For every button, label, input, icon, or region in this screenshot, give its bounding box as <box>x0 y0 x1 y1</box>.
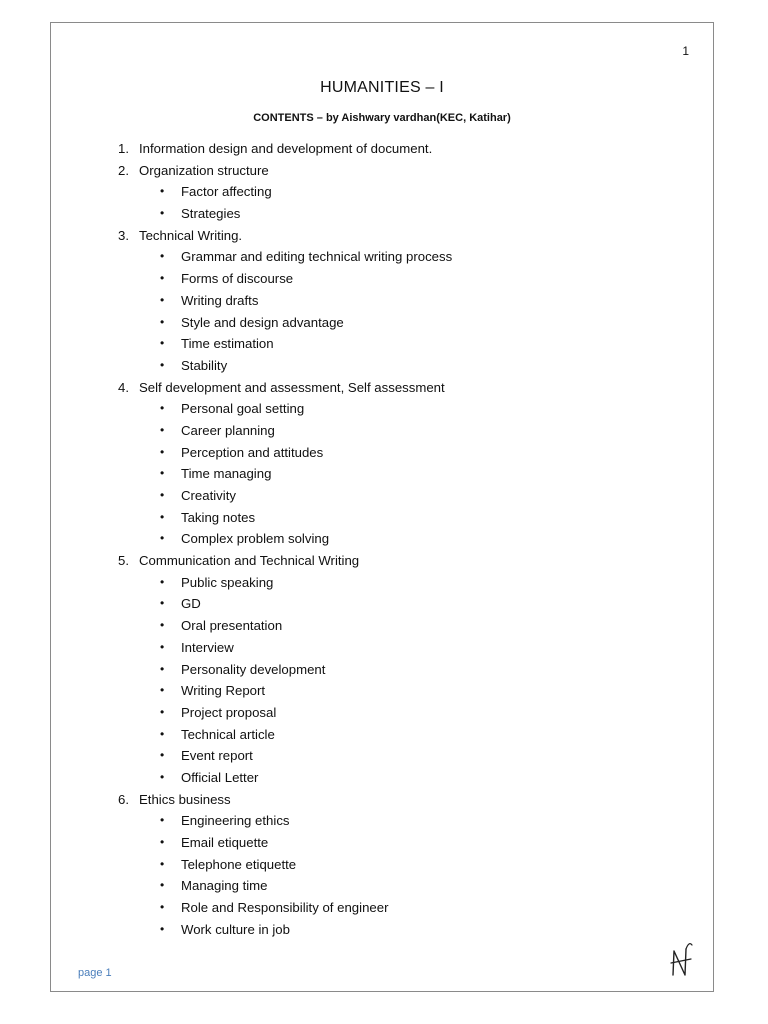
bullet-icon: • <box>160 314 165 329</box>
bullet-icon: • <box>160 509 165 524</box>
bullet-icon: • <box>160 401 165 416</box>
contents-subitem <box>51 724 713 746</box>
contents-subitem-text: Technical article <box>181 726 275 742</box>
footer-page-label: page 1 <box>78 967 112 979</box>
contents-subitem <box>51 181 713 203</box>
contents-subitem-text: Perception and attitudes <box>181 444 324 460</box>
contents-subitem-text: Factor affecting <box>181 184 272 200</box>
contents-subitem <box>51 637 713 659</box>
contents-item <box>51 789 713 811</box>
contents-subitem <box>51 312 713 334</box>
contents-subitem <box>51 572 713 594</box>
contents-subitem-text: Personal goal setting <box>181 401 305 417</box>
contents-subitem <box>51 832 713 854</box>
contents-subitem-text: GD <box>181 596 201 612</box>
bullet-icon: • <box>160 422 165 437</box>
contents-item-title: Communication and Technical Writing <box>139 553 360 569</box>
contents-subitem-text: Taking notes <box>181 509 256 525</box>
contents-subitem <box>51 745 713 767</box>
contents-subitem-text: Stability <box>181 357 228 373</box>
bullet-icon: • <box>160 748 165 763</box>
contents-subitem-text: Time estimation <box>181 336 274 352</box>
document-page <box>50 22 714 992</box>
contents-subitem-text: Engineering ethics <box>181 813 290 829</box>
bullet-icon: • <box>160 292 165 307</box>
document-subtitle: CONTENTS – by Aishwary vardhan(KEC, Katihar) <box>253 112 511 124</box>
bullet-icon: • <box>160 704 165 719</box>
contents-subitem-text: Personality development <box>181 661 326 677</box>
contents-subitem <box>51 268 713 290</box>
contents-item-number: 5. <box>118 553 129 569</box>
contents-subitem-text: Writing drafts <box>181 292 259 308</box>
contents-subitem <box>51 875 713 897</box>
contents-subitem <box>51 897 713 919</box>
contents-item-number: 1. <box>118 141 129 156</box>
contents-subitem <box>51 485 713 507</box>
contents-subitem <box>51 420 713 442</box>
contents-subitem <box>51 680 713 702</box>
bullet-icon: • <box>160 878 165 893</box>
handwritten-signature <box>669 939 695 979</box>
contents-item <box>51 225 713 247</box>
contents-item-title: Technical Writing. <box>139 227 243 243</box>
contents-item-number: 4. <box>118 379 129 395</box>
contents-subitem <box>51 246 713 268</box>
contents-subitem <box>51 528 713 550</box>
contents-subitem-text: Project proposal <box>181 704 277 720</box>
bullet-icon: • <box>160 661 165 676</box>
contents-subitem <box>51 442 713 464</box>
contents-subitem <box>51 854 713 876</box>
contents-subitem-text: Time managing <box>181 466 272 482</box>
contents-subitem-text: Managing time <box>181 878 268 894</box>
contents-subitem-text: Email etiquette <box>181 835 269 850</box>
contents-item-title: Organization structure <box>139 162 269 178</box>
contents-subitem <box>51 615 713 637</box>
contents-subitem-text: Event report <box>181 748 253 764</box>
contents-subitem-text: Role and Responsibility of engineer <box>181 900 389 916</box>
bullet-icon: • <box>160 683 165 698</box>
contents-subitem-text: Oral presentation <box>181 618 283 634</box>
contents-subitem-text: Public speaking <box>181 574 274 590</box>
bullet-icon: • <box>160 574 165 589</box>
contents-item-number: 3. <box>118 227 129 243</box>
bullet-icon: • <box>160 336 165 351</box>
document-title: HUMANITIES – I <box>320 79 444 96</box>
contents-subitem <box>51 919 713 941</box>
bullet-icon: • <box>160 184 165 199</box>
contents-subitem-text: Official Letter <box>181 769 259 785</box>
contents-subitem-text: Creativity <box>181 488 236 503</box>
bullet-icon: • <box>160 618 165 633</box>
contents-subitem <box>51 593 713 615</box>
page-number: 1 <box>682 44 689 58</box>
bullet-icon: • <box>160 900 165 915</box>
bullet-icon: • <box>160 271 165 286</box>
contents-subitem-text: Telephone etiquette <box>181 856 297 872</box>
contents-subitem-text: Writing Report <box>181 683 266 699</box>
bullet-icon: • <box>160 466 165 481</box>
contents-subitem <box>51 333 713 355</box>
bullet-icon: • <box>160 531 165 546</box>
contents-subitem-text: Grammar and editing technical writing process <box>181 249 453 265</box>
bullet-icon: • <box>160 357 165 372</box>
contents-subitem-text: Complex problem solving <box>181 531 330 547</box>
contents-subitem <box>51 659 713 681</box>
contents-subitem-text: Interview <box>181 639 234 655</box>
contents-subitem <box>51 355 713 377</box>
bullet-icon: • <box>160 596 165 611</box>
bullet-icon: • <box>160 249 165 264</box>
contents-item-title: Self development and assessment, Self assessment <box>139 379 445 395</box>
bullet-icon: • <box>160 856 165 871</box>
contents-subitem <box>51 810 713 832</box>
contents-subitem-text: Career planning <box>181 422 275 438</box>
contents-subitem <box>51 463 713 485</box>
contents-item-number: 6. <box>118 791 129 807</box>
bullet-icon: • <box>160 921 165 936</box>
contents-item <box>51 160 713 182</box>
bullet-icon: • <box>160 769 165 784</box>
contents-item-number: 2. <box>118 162 129 178</box>
contents-subitem-text: Style and design advantage <box>181 314 344 330</box>
bullet-icon: • <box>160 813 165 828</box>
bullet-icon: • <box>160 835 165 849</box>
contents-subitem-text: Work culture in job <box>181 921 290 937</box>
contents-list <box>51 138 713 940</box>
contents-subitem <box>51 398 713 420</box>
bullet-icon: • <box>160 726 165 741</box>
contents-item <box>51 550 713 572</box>
bullet-icon: • <box>160 206 165 221</box>
contents-subitem <box>51 203 713 225</box>
contents-item <box>51 377 713 399</box>
contents-subitem <box>51 702 713 724</box>
contents-subitem-text: Forms of discourse <box>181 271 294 287</box>
contents-subitem <box>51 290 713 312</box>
contents-item-title: Information design and development of document. <box>139 141 433 156</box>
contents-subitem <box>51 767 713 789</box>
bullet-icon: • <box>160 488 165 502</box>
bullet-icon: • <box>160 444 165 459</box>
contents-item <box>51 138 713 160</box>
contents-item-title: Ethics business <box>139 791 231 807</box>
contents-subitem-text: Strategies <box>181 206 241 222</box>
bullet-icon: • <box>160 639 165 654</box>
contents-subitem <box>51 507 713 529</box>
